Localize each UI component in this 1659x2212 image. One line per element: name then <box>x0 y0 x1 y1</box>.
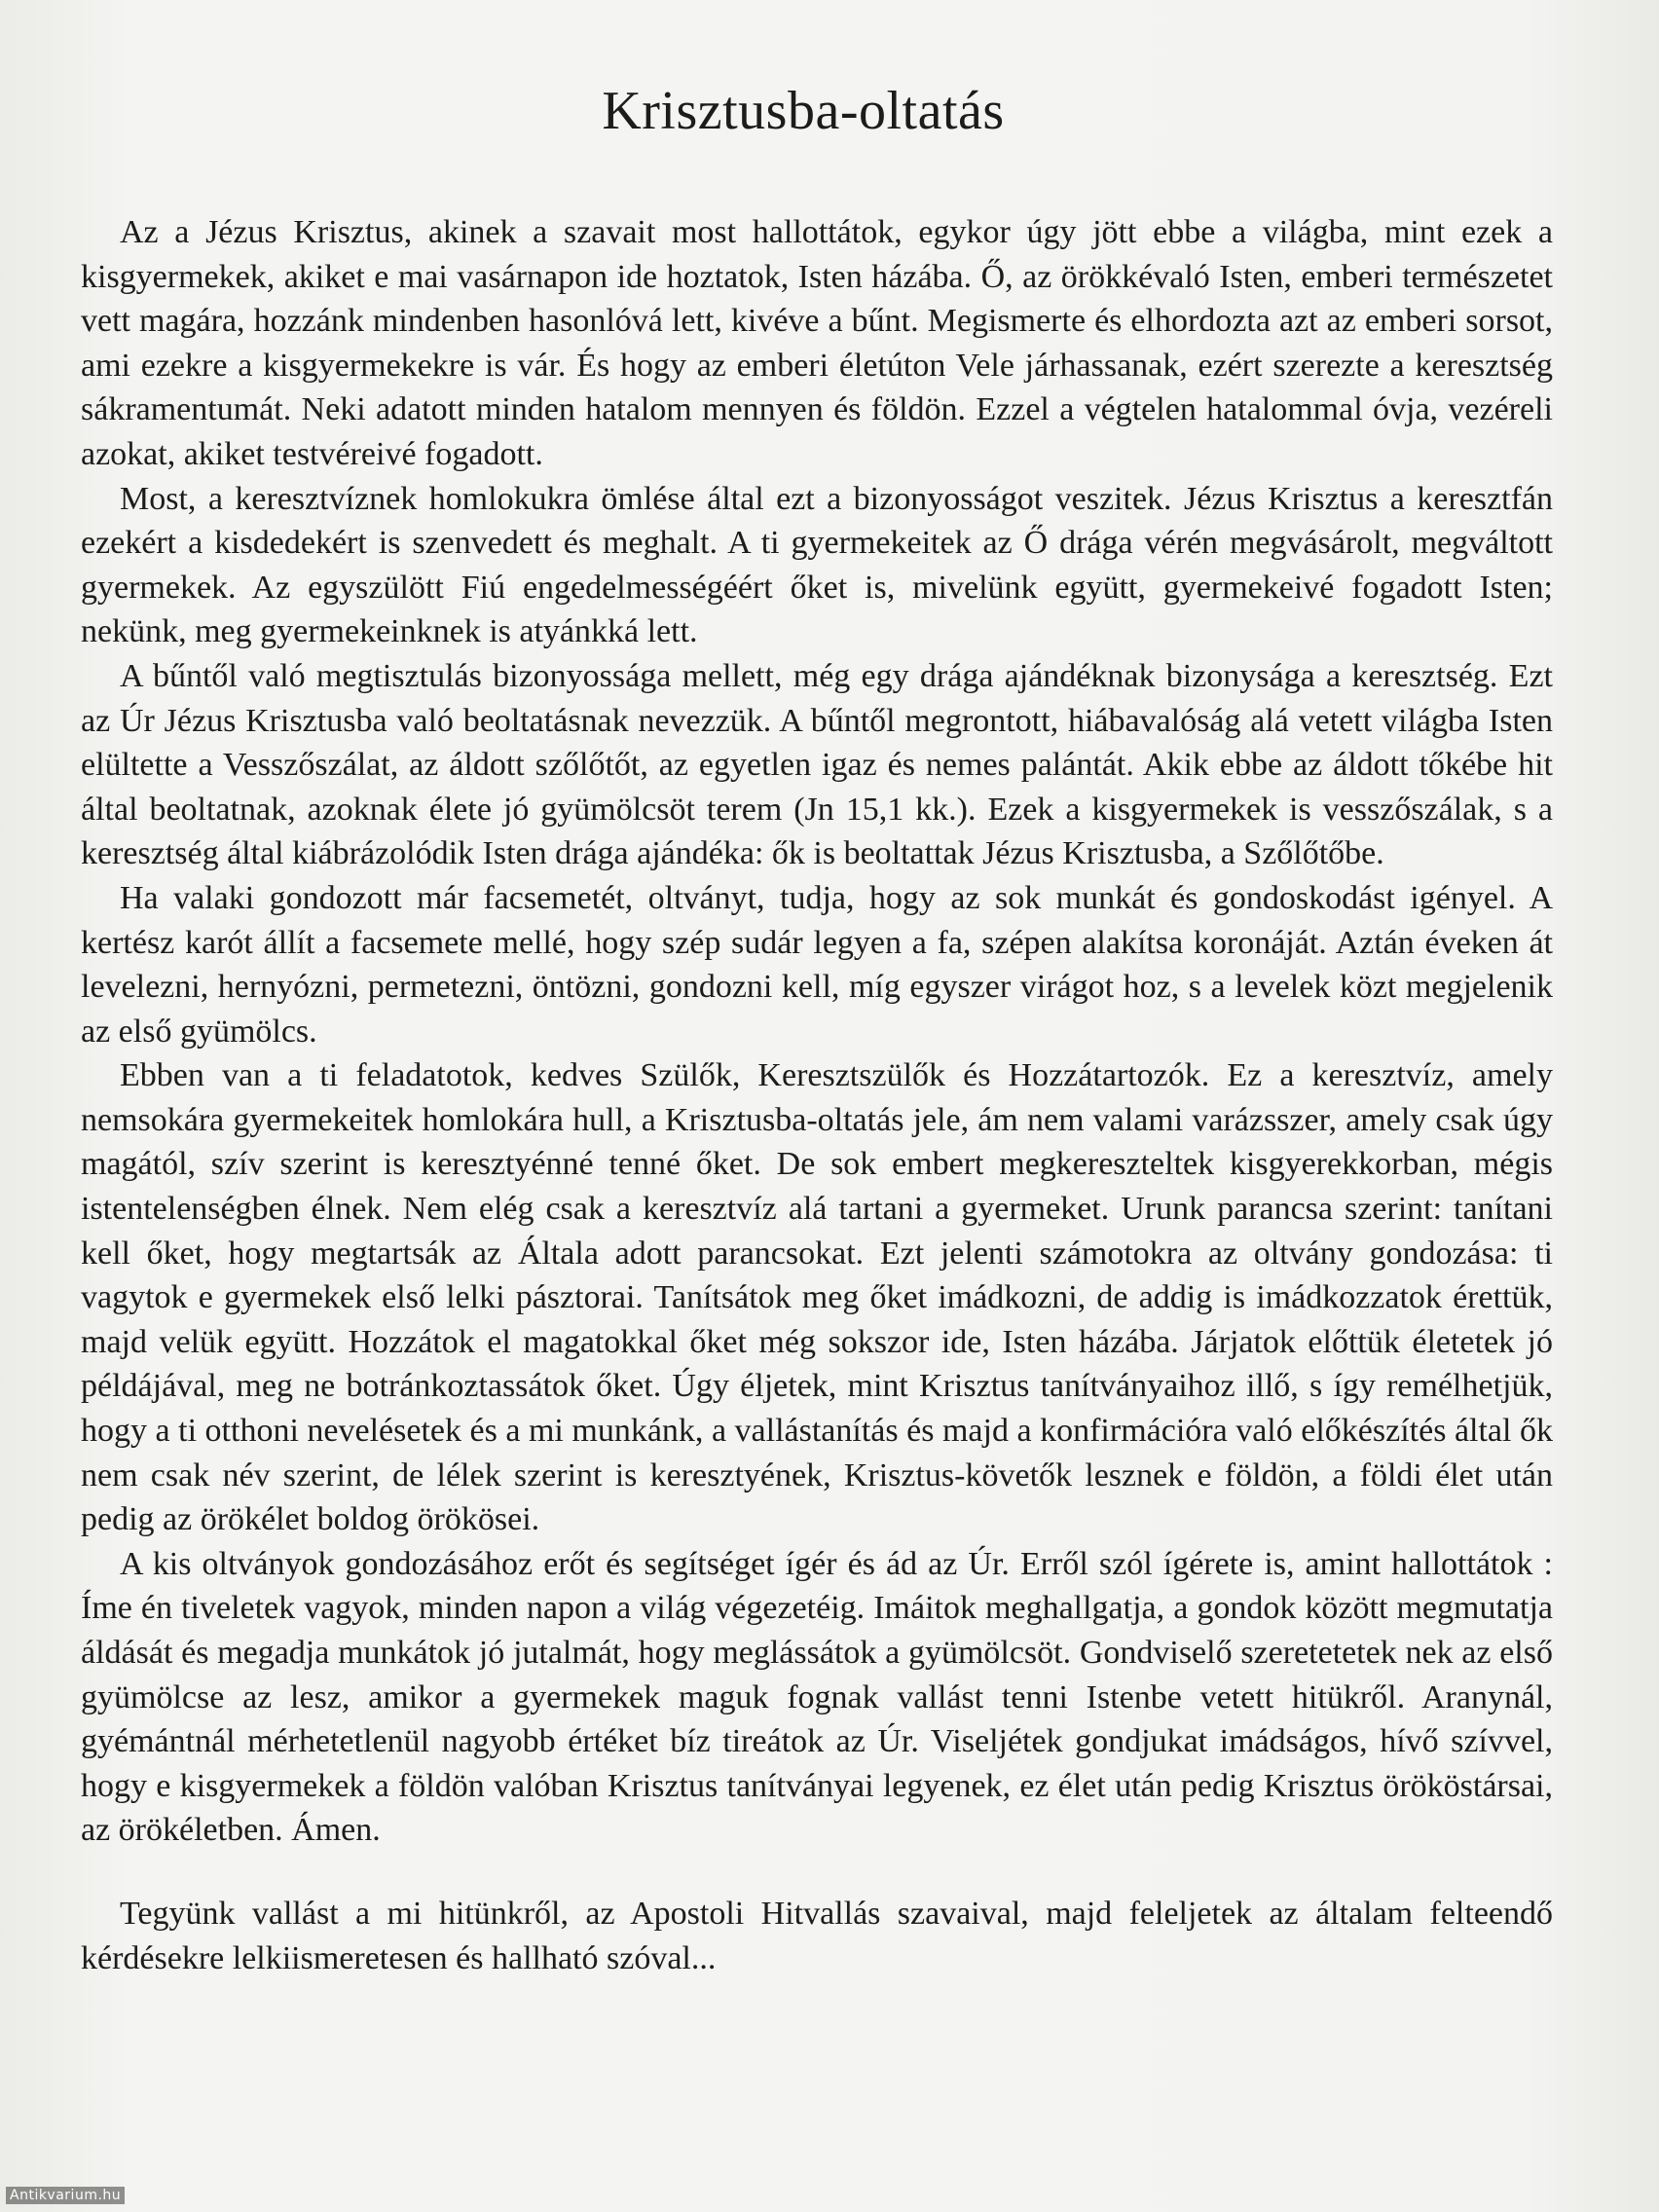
paragraph-5: Ebben van a ti feladatotok, kedves Szülők, Keresztszülők és Hozzátartozók. Ez a keresztvíz, amely nemsokára gyermekeitek homlokára hull, a Krisztusba-oltatás jele, ám nem valami varázsszer, amely csak úgy magától, szív szerint is keresztyénné tenné őket. De sok embert megkereszteltek kisgyerekkorban, mégis istentelenségben élnek. Nem elég csak a keresztvíz alá tartani a gyermeket. Urunk parancsa szerint: tanítani kell őket, hogy megtartsák az Általa adott parancsokat. Ezt jelenti számotokra az oltvány gondozása: ti vagytok e gyermekek első lelki pásztorai. Tanítsátok meg őket imádkozni, de addig is imádkozzatok érettük, majd velük együtt. Hozzátok el magatokkal őket még sokszor ide, Isten házába. Járjatok előttük életetek jó példájával, meg ne botránkoztassátok őket. Úgy éljetek, mint Krisztus tanítványaihoz illő, s így remélhetjük, hogy a ti otthoni nevelésetek és a mi munkánk, a vallástanítás és majd a konfirmációra való előkészítés által ők nem csak név szerint, de lélek szerint is keresztyének, Krisztus-követők lesznek e földön, a földi élet után pedig az örökélet boldog örökösei. <box>81 1057 1553 1538</box>
body-text <box>81 210 1553 1980</box>
paragraph-1: Az a Jézus Krisztus, akinek a szavait most hallottátok, egykor úgy jött ebbe a világba, mint ezek a kisgyermekek, akiket e mai vasárnapon ide hoztatok, Isten házába. Ő, az örökkévaló Isten, emberi természetet vett magára, hozzánk mindenben hasonlóvá lett, kivéve a bűnt. Megismerte és elhordozta azt az emberi sorsot, ami ezekre a kisgyermekekre is vár. És hogy az emberi életúton Vele járhassanak, ezért szerezte a keresztség sákramentumát. Neki adatott minden hatalom mennyen és földön. Ezzel a végtelen hatalommal óvja, vezéreli azokat, akiket testvéreivé fogadott. <box>81 214 1553 472</box>
paragraph-6: A kis oltványok gondozásához erőt és segítséget ígér és ád az Úr. Erről szól ígérete is, amint hallottátok : Íme én tiveletek vagyok, minden napon a világ végezetéig. Imáitok meghallgatja, a gondok között megmutatja áldását és megadja munkátok jó jutalmát, hogy meglássátok a gyümölcsöt. Gondviselő szeretetetek nek az első gyümölcse az lesz, amikor a gyermekek maguk fognak vallást tenni Istenbe vetett hitükről. Aranynál, gyémántnál mérhetetlenül nagyobb értéket bíz tireátok az Úr. Viseljétek gondjukat imádságos, hívő szívvel, hogy e kisgyermekek a földön valóban Krisztus tanítványai legyenek, ez élet után pedig Krisztus örököstársai, az örökéletben. Ámen. <box>81 1545 1553 1849</box>
page-title: Krisztusba-oltatás <box>602 81 1005 141</box>
paragraph-2: Most, a keresztvíznek homlokukra ömlése által ezt a bizonyosságot veszitek. Jézus Krisztus a keresztfán ezekért a kisdedekért is szenvedett és meghalt. A ti gyermekeitek az Ő drága vérén megvásárolt, megváltott gyermekek. Az egyszülött Fiú engedelmességéért őket is, mivelünk együtt, gyermekeivé fogadott Isten; nekünk, meg gyermekeinknek is atyánkká lett. <box>81 480 1553 650</box>
paragraph-4: Ha valaki gondozott már facsemetét, oltványt, tudja, hogy az sok munkát és gondoskodást igényel. A kertész karót állít a facsemete mellé, hogy szép sudár legyen a fa, szépen alakítsa koronáját. Aztán éveken át levelezni, hernyózni, permetezni, öntözni, gondozni kell, míg egyszer virágot hoz, s a levelek közt megjelenik az első gyümölcs. <box>81 879 1553 1050</box>
closing-paragraph: Tegyünk vallást a mi hitünkről, az Apostoli Hitvallás szavaival, majd feleljetek az általam felteendő kérdésekre lelkiismeretesen és hallható szóval... <box>81 1895 1553 1976</box>
paragraph-3: A bűntől való megtisztulás bizonyossága mellett, még egy drága ajándéknak bizonysága a keresztség. Ezt az Úr Jézus Krisztusba való beoltatásnak nevezzük. A bűntől megrontott, hiábavalóság alá vetett világba Isten elültette a Vesszőszálat, az áldott szőlőtőt, az egyetlen igaz és nemes palántát. Akik ebbe az áldott tőkébe hit által beoltatnak, azoknak élete jó gyümölcsöt terem (Jn 15,1 kk.). Ezek a kisgyermekek is vesszőszálak, s a keresztség által kiábrázolódik Isten drága ajándéka: ők is beoltattak Jézus Krisztusba, a Szőlőtőbe. <box>81 657 1553 872</box>
watermark: Antikvarium.hu <box>6 2187 125 2204</box>
